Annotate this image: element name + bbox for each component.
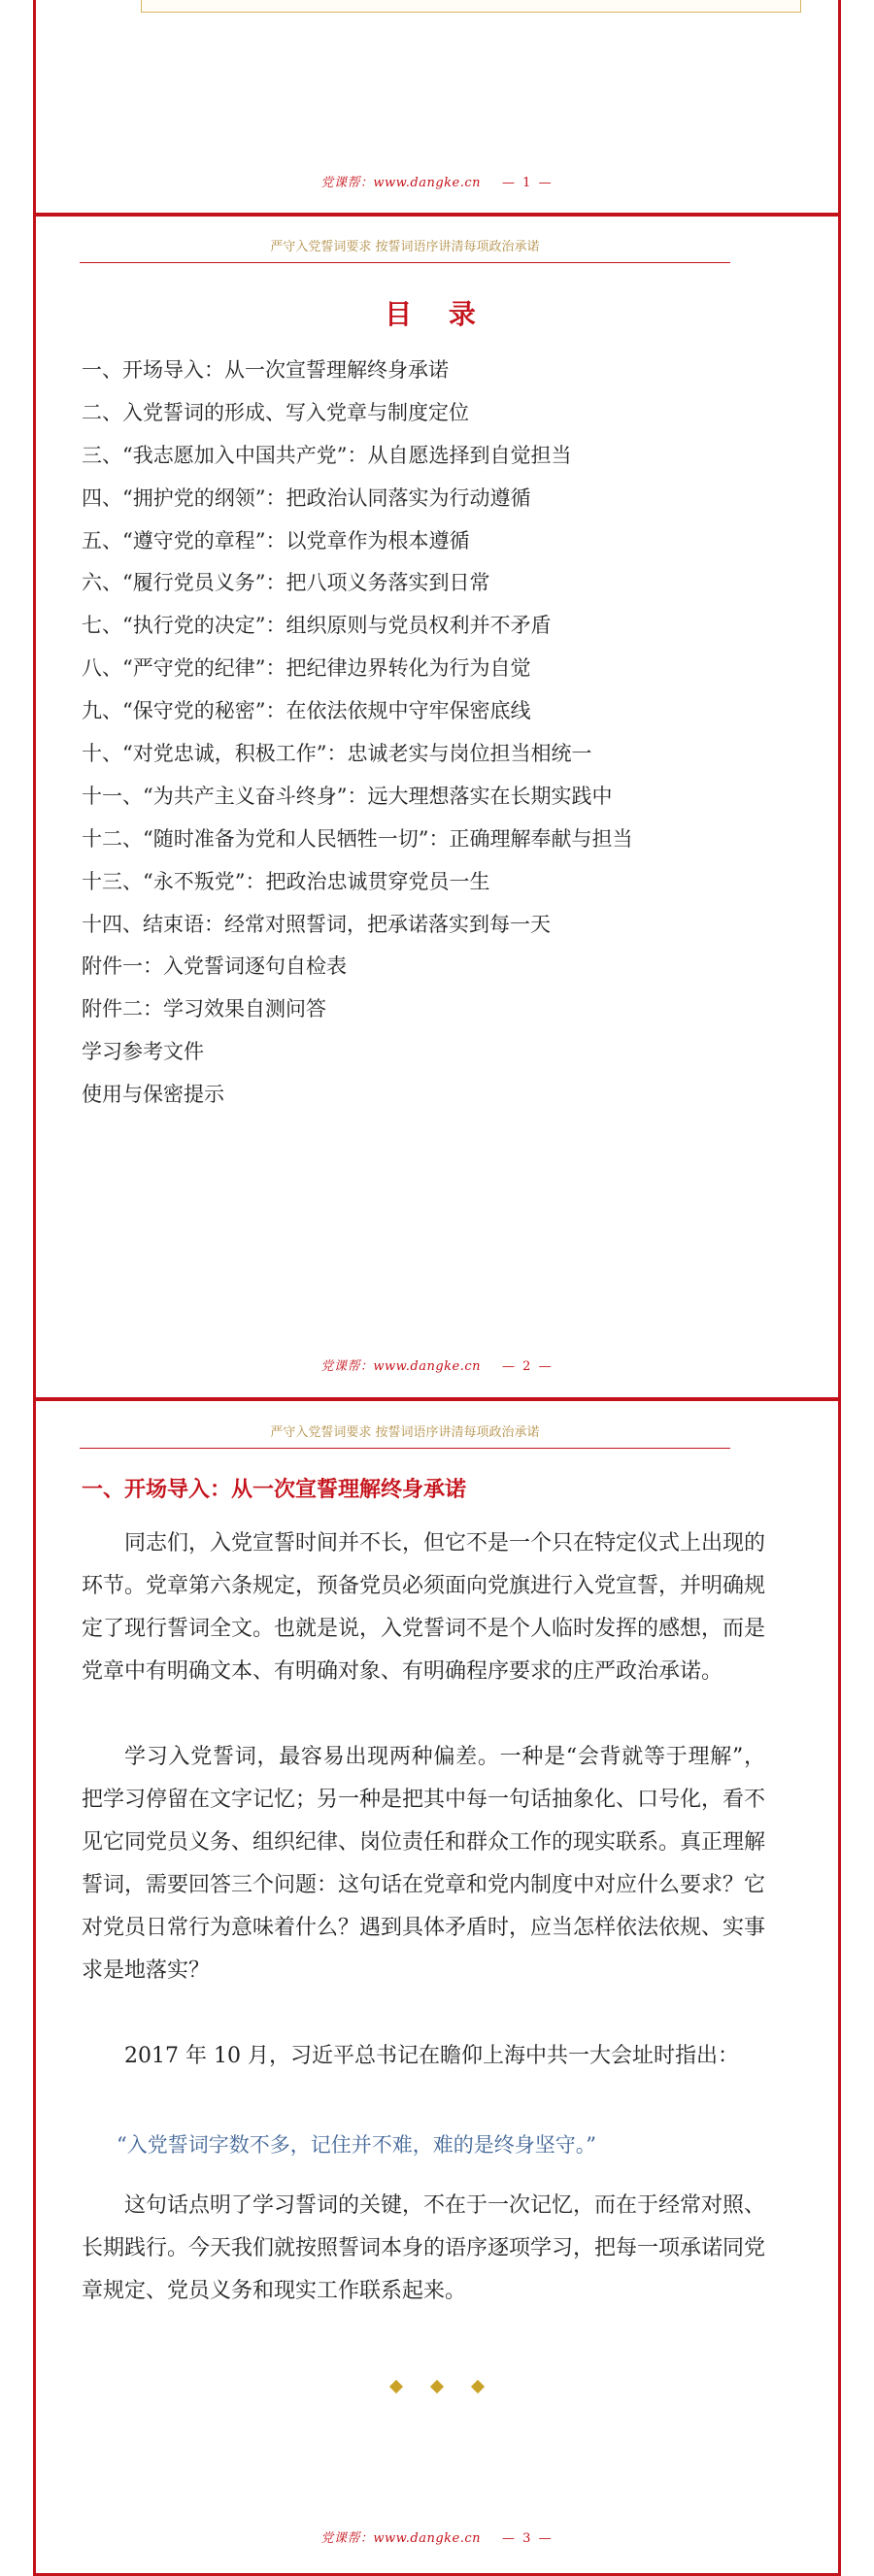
callout-box <box>141 0 801 13</box>
page-1 <box>33 0 841 213</box>
page-footer <box>36 172 838 190</box>
toc-item[interactable]: 附件二：学习效果自测问答 <box>82 997 326 1021</box>
body-paragraph: 同志们，入党宣誓时间并不长，但它不是一个只在特定仪式上出现的环节。党章第六条规定，预备党员必须面向党旗进行入党宣誓，并明确规定了现行誓词全文。也就是说，入党誓词不是个人临时发挥的感想，而是党章中有明确文本、有明确对象、有明确程序要求的庄严政治承诺。 <box>82 1531 766 1684</box>
page-number: — 2 — <box>502 1359 554 1374</box>
toc-item[interactable]: 十三、“永不叛党”：把政治忠诚贯穿党员一生 <box>82 869 490 893</box>
toc-item[interactable]: 七、“执行党的决定”：组织原则与党员权利并不矛盾 <box>82 614 552 638</box>
section-title: 一、开场导入：从一次宣誓理解终身承诺 <box>82 1477 467 1502</box>
toc-item[interactable]: 五、“遵守党的章程”：以党章作为根本遵循 <box>82 528 470 552</box>
toc-item[interactable]: 三、“我志愿加入中国共产党”：从自愿选择到自觉担当 <box>82 443 572 467</box>
toc-item[interactable]: 十二、“随时准备为党和人民牺牲一切”：正确理解奉献与担当 <box>82 826 633 851</box>
toc-item[interactable]: 八、“严守党的纪律”：把纪律边界转化为行为自觉 <box>82 656 531 681</box>
toc-item[interactable]: 四、“拥护党的纲领”：把政治认同落实为行动遵循 <box>82 485 531 510</box>
page-footer <box>0 1355 874 1374</box>
running-header: 严守入党誓词要求 按誓词语序讲清每项政治承诺 <box>80 236 730 263</box>
toc-item[interactable]: 九、“保守党的秘密”：在依法依规中守牢保密底线 <box>82 699 531 723</box>
page-number: — 1 — <box>502 176 554 190</box>
body-paragraph: 这句话点明了学习誓词的关键，不在于一次记忆，而在于经常对照、长期践行。今天我们就按照誓词本身的语序逐项学习，把每一项承诺同党章规定、党员义务和现实工作联系起来。 <box>82 2193 766 2303</box>
toc-item[interactable]: 十四、结束语：经常对照誓词，把承诺落实到每一天 <box>82 912 551 936</box>
footer-site: 党课帮：www.dangke.cn <box>320 176 482 190</box>
toc-item[interactable]: 学习参考文件 <box>82 1040 204 1064</box>
toc-title: 目 录 <box>385 298 489 330</box>
toc-item[interactable]: 附件一：入党誓词逐句自检表 <box>82 954 347 979</box>
diamond-ornament <box>389 2380 403 2393</box>
body-paragraph: 2017 年 10 月，习近平总书记在瞻仰上海中共一大会址时指出： <box>124 2044 739 2068</box>
toc-list <box>82 350 632 1117</box>
diamond-ornament <box>471 2380 485 2393</box>
toc-item[interactable]: 一、开场导入：从一次宣誓理解终身承诺 <box>82 358 449 382</box>
footer-site: 党课帮：www.dangke.cn <box>320 2531 482 2546</box>
toc-item[interactable]: 使用与保密提示 <box>82 1083 224 1107</box>
body-paragraph: 学习入党誓词，最容易出现两种偏差。一种是“会背就等于理解”，把学习停留在文字记忆；另一种是把其中每一句话抽象化、口号化，看不见它同党员义务、组织纪律、岗位责任和群众工作的现实联系。真正理解誓词，需要回答三个问题：这句话在党章和党内制度中对应什么要求？它对党员日常行为意味着什么？遇到具体矛盾时，应当怎样依法依规、实事求是地落实？ <box>82 1745 766 1983</box>
footer-site: 党课帮：www.dangke.cn <box>320 1359 482 1374</box>
quote-text: “入党誓词字数不多，记住并不难，难的是终身坚守。” <box>117 2133 596 2157</box>
toc-item[interactable]: 十、“对党忠诚，积极工作”：忠诚老实与岗位担当相统一 <box>82 742 592 766</box>
page-footer <box>0 2527 874 2546</box>
running-header: 严守入党誓词要求 按誓词语序讲清每项政治承诺 <box>80 1422 730 1449</box>
toc-item[interactable]: 六、“履行党员义务”：把八项义务落实到日常 <box>82 571 490 595</box>
page-number: — 3 — <box>502 2531 554 2546</box>
ornament-divider <box>0 2377 874 2395</box>
toc-item[interactable]: 二、入党誓词的形成、写入党章与制度定位 <box>82 400 469 424</box>
diamond-ornament <box>430 2380 444 2393</box>
toc-item[interactable]: 十一、“为共产主义奋斗终身”：远大理想落实在长期实践中 <box>82 784 613 808</box>
